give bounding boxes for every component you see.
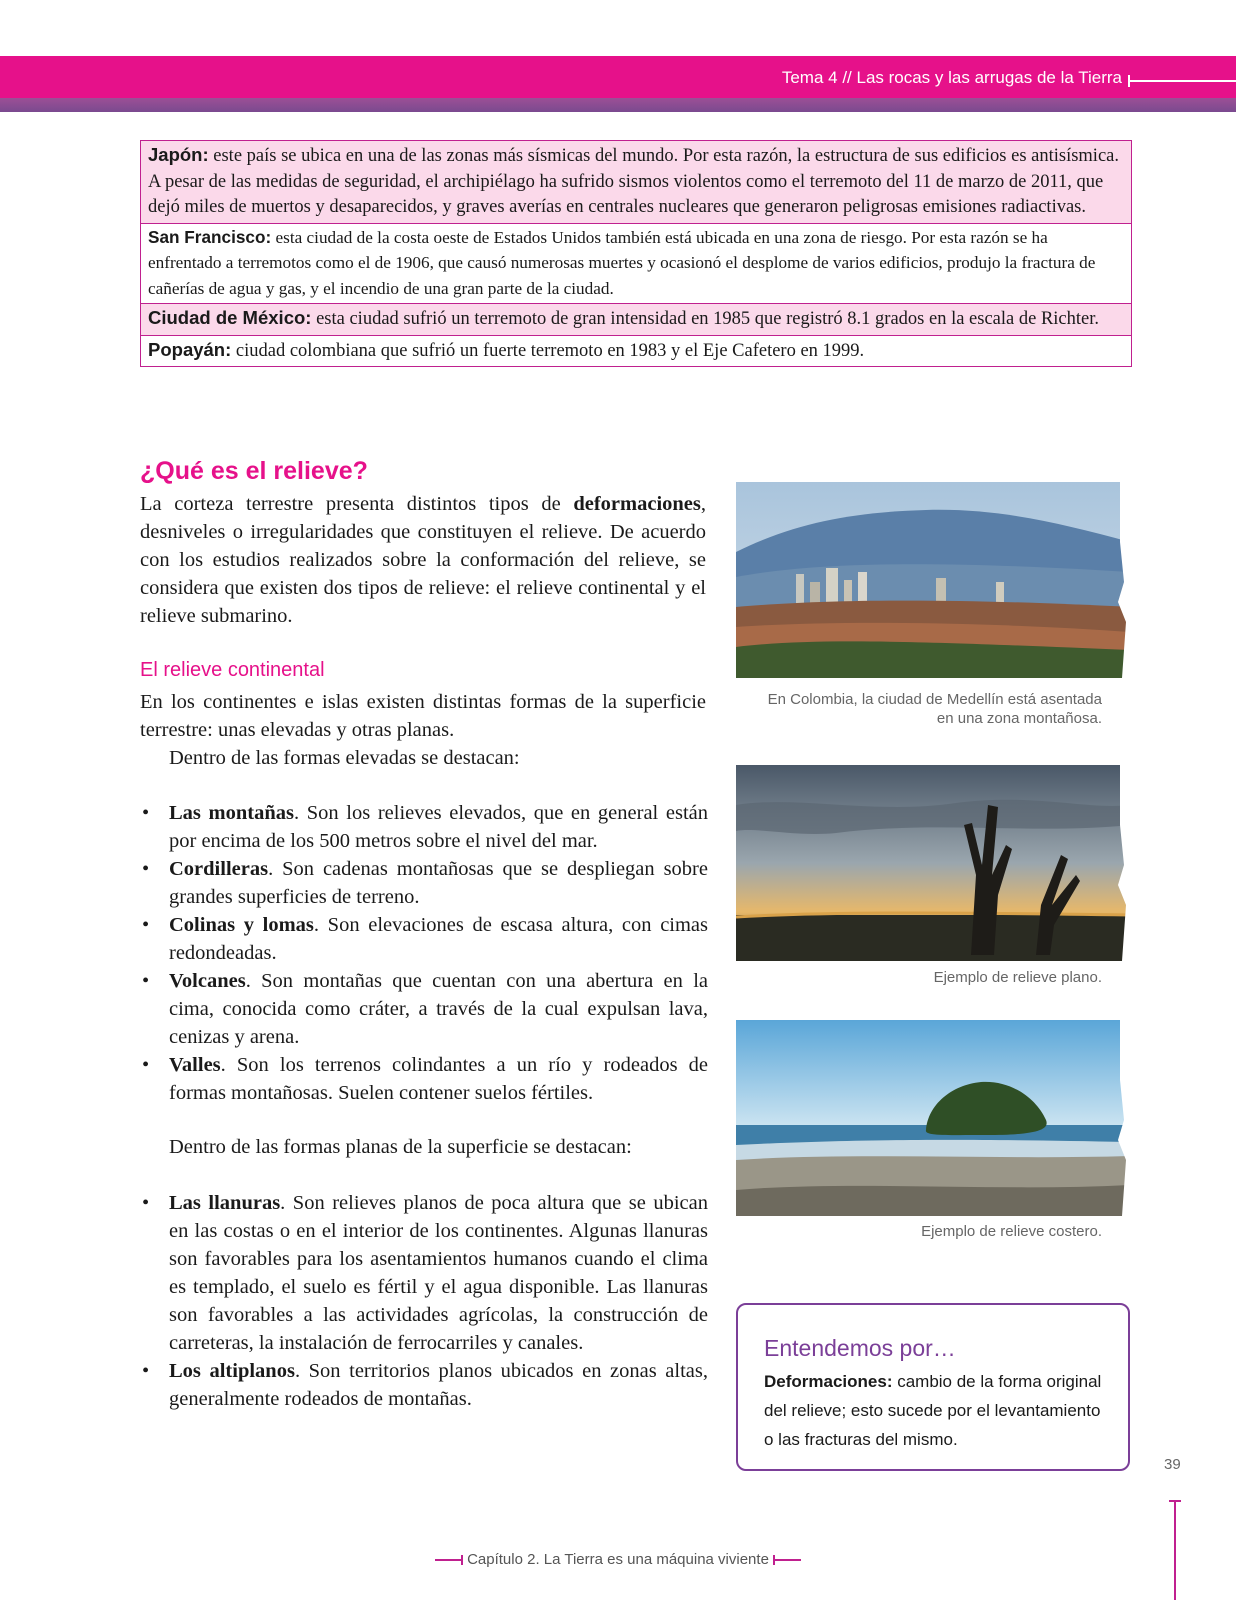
list-item: • Los altiplanos. Son territorios planos ubicados en zonas altas, generalmente rodeados de montañas. bbox=[142, 1360, 708, 1410]
info-text: esta ciudad sufrió un terremoto de gran intensidad en 1985 que registró 8.1 grados en la escala de Richter. bbox=[311, 309, 1099, 329]
photo-caption: Ejemplo de relieve plano. bbox=[933, 969, 1102, 986]
intro-paragraph: La corteza terrestre presenta distintos tipos de deformaciones, desniveles o irregularidades que constituyen el relieve. De acuerdo con los estudios realizados sobre la conformación del relieve, se considera que existen dos tipos de relieve: el relieve continental y el relieve submarino. bbox=[140, 493, 706, 627]
info-place: San Francisco: bbox=[148, 226, 272, 247]
definition-text: Deformaciones: cambio de la forma original del relieve; esto sucede por el levantamiento o las fracturas del mismo. bbox=[764, 1372, 1102, 1449]
footer-rule-left bbox=[435, 1559, 463, 1561]
list-item: • Valles. Son los terrenos colindantes a un río y rodeados de formas montañosas. Suelen contener suelos fértiles. bbox=[142, 1054, 708, 1104]
photo-caption: En Colombia, la ciudad de Medellín está asentada en una zona montañosa. bbox=[767, 691, 1102, 727]
header-band-shadow bbox=[0, 98, 1236, 112]
elevated-intro: Dentro de las formas elevadas se destacan: bbox=[169, 747, 520, 769]
footer-title: La Tierra es una máquina viviente bbox=[539, 1551, 769, 1568]
elevated-forms-list bbox=[140, 799, 708, 1107]
side-rule bbox=[1174, 1500, 1176, 1600]
list-item: • Cordilleras. Son cadenas montañosas que se despliegan sobre grandes superficies de terreno. bbox=[142, 858, 708, 908]
page-number: 39 bbox=[1164, 1456, 1181, 1473]
info-text: este país se ubica en una de las zonas más sísmicas del mundo. Por esta razón, la estructura de sus edificios es antisísmica. A pesar de las medidas de seguridad, el archipiélago ha sufrido sismos violentos como el terremoto del 11 de marzo de 2011, que dejó miles de muertos y desaparecidos, y graves averías en centrales nucleares que generaron peligrosas emisiones radiactivas. bbox=[148, 146, 1119, 217]
coastal-relief-photo bbox=[736, 1020, 1130, 1216]
info-place: Popayán: bbox=[148, 338, 232, 360]
list-item: • Colinas y lomas. Son elevaciones de escasa altura, con cimas redondeadas. bbox=[142, 914, 709, 964]
subsection-title: El relieve continental bbox=[140, 659, 325, 681]
info-place: Ciudad de México: bbox=[148, 307, 312, 328]
info-text: ciudad colombiana que sufrió un fuerte terremoto en 1983 y el Eje Cafetero en 1999. bbox=[231, 340, 865, 361]
flat-relief-photo bbox=[736, 765, 1130, 961]
definition-box bbox=[736, 1303, 1130, 1471]
medellin-city-photo bbox=[736, 482, 1130, 678]
photo-caption: Ejemplo de relieve costero. bbox=[921, 1223, 1102, 1240]
footer-rule-right bbox=[773, 1559, 801, 1561]
continental-paragraph: En los continentes e islas existen distintas formas de la superficie terrestre: unas elevadas y otras planas. bbox=[140, 691, 706, 741]
flat-intro: Dentro de las formas planas de la superficie se destacan: bbox=[169, 1136, 632, 1158]
footer bbox=[0, 1551, 1236, 1568]
header-rule bbox=[1128, 80, 1236, 82]
definition-title: Entendemos por… bbox=[764, 1335, 956, 1361]
footer-chapter: Capítulo 2. bbox=[467, 1551, 540, 1568]
intro-bold-term: deformaciones bbox=[573, 493, 701, 515]
list-item: • Volcanes. Son montañas que cuentan con una abertura en la cima, conocida como cráter, a través de la cual expulsan lava, cenizas y arena. bbox=[142, 970, 708, 1048]
list-item: • Las montañas. Son los relieves elevados, que en general están por encima de los 500 metros sobre el nivel del mar. bbox=[142, 802, 708, 852]
header-title: Tema 4 // Las rocas y las arrugas de la Tierra bbox=[781, 68, 1122, 87]
info-row-mexico bbox=[141, 304, 1131, 336]
earthquake-info-table bbox=[140, 140, 1132, 367]
info-row-san-francisco bbox=[141, 224, 1131, 305]
flat-forms-list bbox=[140, 1189, 708, 1413]
info-row-popayan bbox=[141, 336, 1131, 367]
info-text: esta ciudad de la costa oeste de Estados Unidos también está ubicada en una zona de riesgo. Por esta razón se ha enfrentado a terremotos como el de 1906, que causó numerosas muertes y ocasionó el desplome de varios edificios, produjo la fractura de cañerías de agua y gas, y el incendio de una gran parte de la ciudad. bbox=[148, 227, 1096, 298]
section-title: ¿Qué es el relieve? bbox=[140, 457, 368, 485]
info-row-japan bbox=[141, 141, 1131, 224]
list-item: • Las llanuras. Son relieves planos de poca altura que se ubican en las costas o en el interior de los continentes. Algunas llanuras son favorables para los asentamientos humanos cuando el clima es templado, el suelo es fértil y el agua disponible. Las llanuras son favorables a las actividades agrícolas, la construcción de carreteras, la instalación de ferrocarriles y canales. bbox=[142, 1192, 708, 1354]
info-place: Japón: bbox=[148, 144, 209, 165]
